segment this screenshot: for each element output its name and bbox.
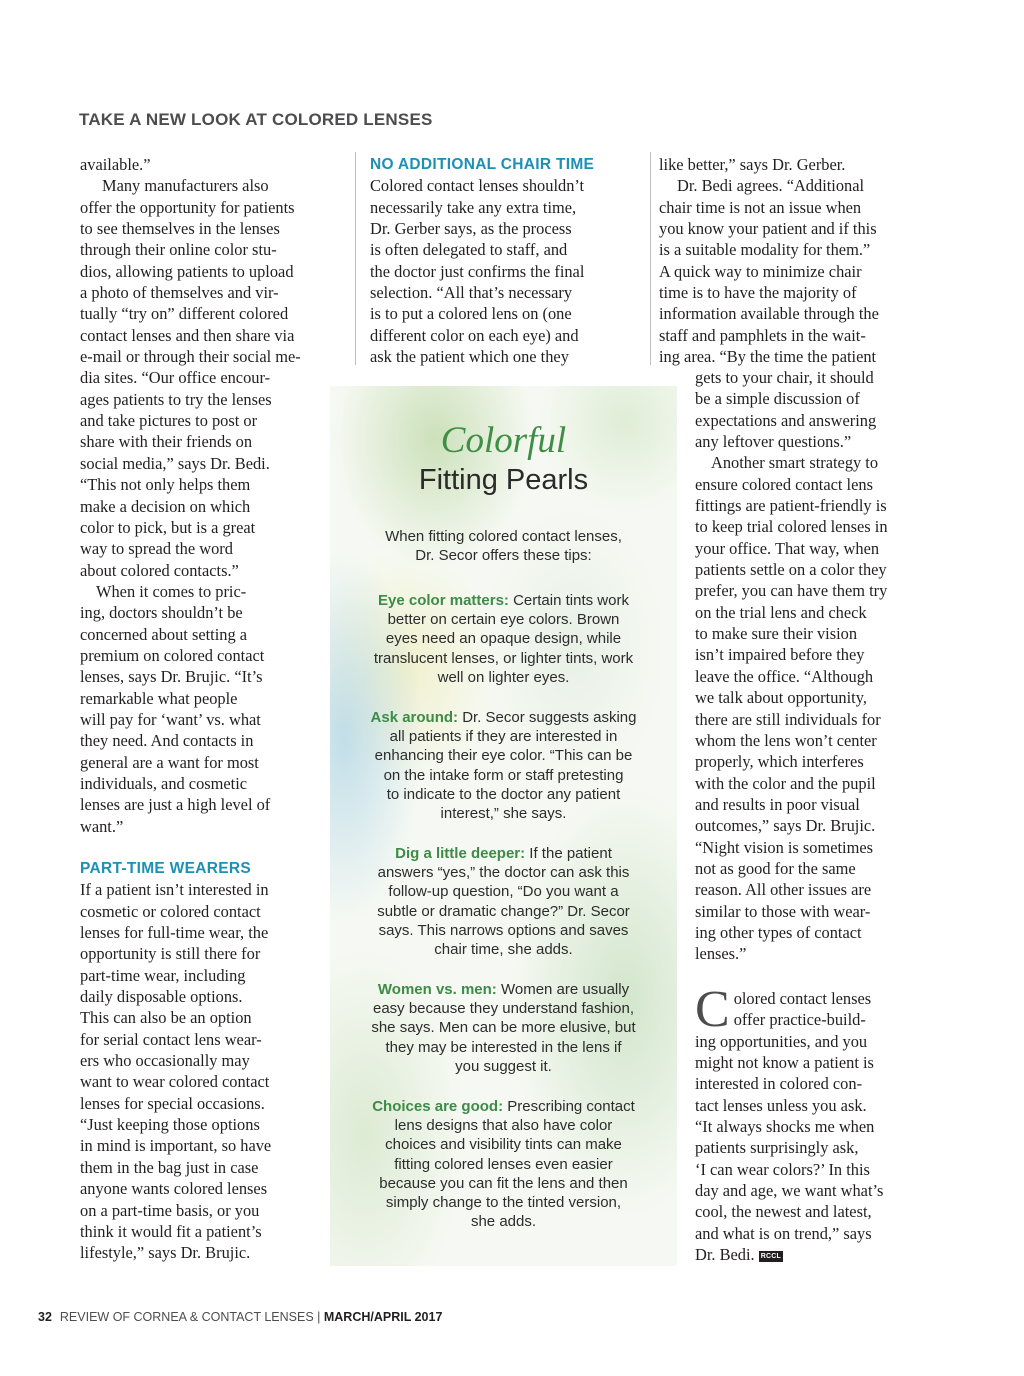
paragraph bbox=[80, 175, 342, 581]
text-line: lenses.” bbox=[695, 944, 747, 964]
last-line bbox=[695, 1244, 931, 1265]
text-line: color to pick, but is a great bbox=[80, 517, 256, 537]
tip-text: Dr. Secor suggests asking bbox=[458, 709, 637, 726]
tip-text-line: eyes need an opaque design, while bbox=[385, 630, 622, 648]
text-line: ers who occasionally may bbox=[80, 1051, 250, 1071]
text-line: like better,” says Dr. Gerber. bbox=[659, 155, 846, 174]
tip-text-line: she adds. bbox=[470, 1213, 537, 1231]
closing-text: Dr. Bedi. bbox=[695, 1245, 755, 1265]
text-line: isn’t impaired before they bbox=[695, 645, 865, 665]
text-line: interested in colored con- bbox=[695, 1074, 863, 1094]
text-line: reason. All other issues are bbox=[695, 880, 872, 900]
text-line: leave the office. “Although bbox=[695, 666, 874, 686]
issue-date: MARCH/APRIL 2017 bbox=[323, 1310, 443, 1324]
text-line: patients surprisingly ask, bbox=[695, 1138, 859, 1158]
text-line: e-mail or through their social me- bbox=[80, 347, 301, 367]
text-line: on the trial lens and check bbox=[695, 602, 867, 622]
text-line: ask the patient which one they bbox=[370, 347, 569, 367]
text-line: Colored contact lenses shouldn’t bbox=[370, 176, 585, 196]
paragraph bbox=[80, 879, 342, 1263]
text-line: might not know a patient is bbox=[695, 1053, 874, 1073]
text-line: lenses are just a high level of bbox=[80, 795, 271, 815]
text-line: to make sure their vision bbox=[695, 624, 858, 644]
page-number: 32 bbox=[38, 1310, 52, 1324]
publication-name: REVIEW OF CORNEA & CONTACT LENSES bbox=[59, 1310, 314, 1324]
text-line: concerned about setting a bbox=[80, 624, 248, 644]
text-line: in mind is important, so have bbox=[80, 1136, 272, 1156]
tip-text-line: you suggest it. bbox=[455, 1057, 552, 1075]
text-line: whom the lens won’t center bbox=[695, 730, 877, 750]
text-line: there are still individuals for bbox=[695, 709, 881, 729]
text-line: to see themselves in the lenses bbox=[80, 219, 280, 239]
text-line: premium on colored contact bbox=[80, 645, 265, 665]
sidebar-fitting-pearls bbox=[330, 386, 677, 1266]
text-line: general are a want for most bbox=[80, 752, 259, 772]
paragraph bbox=[695, 1031, 931, 1244]
text-line: When fitting colored contact lenses, bbox=[385, 528, 622, 545]
text-line: time is to have the majority of bbox=[659, 283, 857, 303]
text-line: is a suitable modality for them.” bbox=[659, 240, 871, 260]
footer-separator: | bbox=[313, 1310, 324, 1324]
text-line: dia sites. “Our office encour- bbox=[80, 368, 271, 388]
sidebar-intro bbox=[352, 527, 655, 565]
paragraph bbox=[695, 981, 931, 1038]
text-line: prefer, you can have them try bbox=[695, 581, 888, 601]
text-line: selection. “All that’s necessary bbox=[370, 283, 573, 303]
text-line: you know your patient and if this bbox=[659, 219, 877, 239]
text-line: offer the opportunity for patients bbox=[80, 197, 295, 217]
tip-text-line: to indicate to the doctor any patient bbox=[386, 785, 621, 803]
text-line: dios, allowing patients to upload bbox=[80, 261, 294, 281]
text-line: a photo of themselves and vir- bbox=[80, 283, 279, 303]
text-line: want to wear colored contact bbox=[80, 1072, 270, 1092]
text-line: with the color and the pupil bbox=[695, 773, 876, 793]
tip-label: Dig a little deeper: bbox=[395, 845, 526, 862]
text-line: “This not only helps them bbox=[80, 475, 251, 495]
text-line: your office. That way, when bbox=[695, 538, 880, 558]
text-line: we talk about opportunity, bbox=[695, 688, 867, 708]
tip-text-line: chair time, she adds. bbox=[434, 941, 573, 959]
text-line: This can also be an option bbox=[80, 1008, 252, 1028]
text-line: A quick way to minimize chair bbox=[659, 261, 862, 281]
text-line: they need. And contacts in bbox=[80, 731, 254, 751]
text-line: When it comes to pric- bbox=[96, 581, 247, 601]
text-line: chair time is not an issue when bbox=[659, 197, 862, 217]
text-line: anyone wants colored lenses bbox=[80, 1179, 268, 1199]
text-line: will pay for ‘want’ vs. what bbox=[80, 709, 261, 729]
tip-text-line: on the intake form or staff pretesting bbox=[383, 766, 624, 784]
text-line: patients settle on a color they bbox=[695, 560, 887, 580]
text-line: want.” bbox=[80, 816, 124, 836]
text-line: properly, which interferes bbox=[695, 752, 864, 772]
article-column-2 bbox=[370, 154, 640, 367]
text-line: cosmetic or colored contact bbox=[80, 901, 261, 921]
text-line: cool, the newest and latest, bbox=[695, 1202, 872, 1222]
tip-text-line: translucent lenses, or lighter tints, work bbox=[373, 649, 634, 667]
tip-text-line: well on lighter eyes. bbox=[437, 668, 570, 686]
text-line: contact lenses and then share via bbox=[80, 325, 295, 345]
text-line: the doctor just confirms the final bbox=[370, 261, 585, 281]
text-line: about colored contacts.” bbox=[80, 560, 239, 580]
tip-text-line: easy because they understand fashion, bbox=[372, 1000, 634, 1018]
text-line: similar to those with wear- bbox=[695, 901, 871, 921]
tip-first-line bbox=[346, 591, 661, 610]
text-line: gets to your chair, it should bbox=[695, 368, 874, 387]
tip-label: Choices are good: bbox=[372, 1098, 504, 1115]
paragraph bbox=[370, 175, 640, 367]
text-line: ing opportunities, and you bbox=[695, 1031, 868, 1051]
text-line: is to put a colored lens on (one bbox=[370, 304, 572, 324]
text-line: for serial contact lens wear- bbox=[80, 1029, 262, 1049]
text-line: Many manufacturers also bbox=[102, 176, 269, 196]
tip-text: Prescribing contact bbox=[503, 1098, 635, 1115]
tip-text-line: says. This narrows options and saves bbox=[378, 921, 629, 939]
text-line: Another smart strategy to bbox=[711, 453, 879, 473]
paragraph bbox=[695, 367, 931, 452]
column-divider bbox=[355, 152, 356, 365]
column-divider bbox=[650, 152, 651, 365]
text-line: day and age, we want what’s bbox=[695, 1181, 884, 1201]
text-line: think it would fit a patient’s bbox=[80, 1221, 262, 1241]
tip-text-line: answers “yes,” the doctor can ask this bbox=[377, 864, 630, 882]
text-line: ing, doctors shouldn’t be bbox=[80, 603, 243, 623]
text-line: fittings are patient-friendly is bbox=[695, 496, 887, 516]
text-line: tually “try on” different colored bbox=[80, 304, 289, 324]
text-line: staff and pamphlets in the wait- bbox=[659, 325, 866, 345]
text-line: remarkable what people bbox=[80, 688, 238, 708]
tip-text: Certain tints work bbox=[508, 592, 629, 609]
tip-first-line bbox=[346, 1097, 661, 1116]
text-line: daily disposable options. bbox=[80, 987, 243, 1007]
text-line: information available through the bbox=[659, 304, 879, 324]
text-line: If a patient isn’t interested in bbox=[80, 880, 269, 900]
text-line: different color on each eye) and bbox=[370, 325, 579, 345]
tip-text-line: follow-up question, “Do you want a bbox=[388, 883, 619, 901]
paragraph bbox=[695, 452, 931, 964]
tip-text: If the patient bbox=[525, 845, 612, 862]
text-line: ensure colored contact lens bbox=[695, 474, 873, 494]
text-line: outcomes,” says Dr. Brujic. bbox=[695, 816, 876, 836]
text-line: ing other types of contact bbox=[695, 922, 862, 942]
text-line: necessarily take any extra time, bbox=[370, 197, 577, 217]
text-line: be a simple discussion of bbox=[695, 389, 860, 409]
drop-cap: C bbox=[695, 981, 730, 1038]
text-line: them in the bag just in case bbox=[80, 1157, 259, 1177]
text-line: Dr. Bedi agrees. “Additional bbox=[677, 176, 865, 196]
text-line: “It always shocks me when bbox=[695, 1117, 875, 1137]
tip-item bbox=[346, 980, 661, 1076]
text-line: part-time wear, including bbox=[80, 965, 246, 985]
text-line: any leftover questions.” bbox=[695, 432, 852, 452]
text-line: “Just keeping those options bbox=[80, 1115, 260, 1135]
text-line: share with their friends on bbox=[80, 432, 253, 452]
tip-text-line: all patients if they are interested in bbox=[389, 728, 618, 746]
text-line: individuals, and cosmetic bbox=[80, 773, 248, 793]
text-line: lifestyle,” says Dr. Brujic. bbox=[80, 1243, 251, 1263]
text-line: and take pictures to post or bbox=[80, 411, 258, 431]
tip-text-line: interest,” she says. bbox=[440, 805, 567, 823]
text-line: tact lenses unless you ask. bbox=[695, 1095, 867, 1115]
sidebar-title: Fitting Pearls bbox=[418, 464, 589, 496]
text-line: available.” bbox=[80, 155, 151, 174]
text-line: is often delegated to staff, and bbox=[370, 240, 568, 260]
tip-first-line bbox=[346, 980, 661, 999]
text-line: through their online color stu- bbox=[80, 240, 277, 260]
tip-text-line: better on certain eye colors. Brown bbox=[387, 611, 620, 629]
tip-text-line: choices and visibility tints can make bbox=[385, 1136, 622, 1154]
tip-text-line: fitting colored lenses even easier bbox=[394, 1155, 613, 1173]
text-line: ‘I can wear colors?’ In this bbox=[695, 1159, 870, 1179]
text-line: not as good for the same bbox=[695, 858, 856, 878]
text-line: ing area. “By the time the patient bbox=[659, 347, 877, 367]
text-line: make a decision on which bbox=[80, 496, 251, 516]
sidebar-title-script: Colorful bbox=[440, 420, 567, 461]
tip-text: Women are usually bbox=[496, 981, 630, 998]
section-subhead: NO ADDITIONAL CHAIR TIME bbox=[370, 156, 595, 173]
text-line: Dr. Secor offers these tips: bbox=[415, 547, 592, 565]
text-line: ages patients to try the lenses bbox=[80, 389, 272, 409]
paragraph bbox=[659, 154, 931, 367]
tip-text-line: simply change to the tinted version, bbox=[385, 1194, 622, 1212]
tip-text-line: they may be interested in the lens if bbox=[385, 1038, 622, 1056]
tip-text-line: subtle or dramatic change?” Dr. Secor bbox=[377, 902, 630, 920]
tip-item bbox=[346, 844, 661, 959]
tip-first-line bbox=[346, 708, 661, 727]
article-column-3-bottom bbox=[695, 367, 931, 965]
page-footer bbox=[38, 1310, 442, 1324]
text-line: olored contact lenses bbox=[733, 989, 872, 1008]
rccl-end-mark-icon: RCCL bbox=[760, 1253, 781, 1261]
tip-text-line: she says. Men can be more elusive, but bbox=[371, 1019, 636, 1037]
tip-text-line: lens designs that also have color bbox=[394, 1117, 613, 1135]
text-line: to keep trial colored lenses in bbox=[695, 517, 888, 537]
text-line: opportunity is still there for bbox=[80, 944, 261, 964]
tip-label: Ask around: bbox=[370, 709, 459, 726]
tip-item bbox=[346, 591, 661, 687]
running-header: TAKE A NEW LOOK AT COLORED LENSES bbox=[79, 110, 433, 129]
tip-text-line: enhancing their eye color. “This can be bbox=[374, 747, 633, 765]
tip-item bbox=[346, 708, 661, 823]
text-line: lenses for full-time wear, the bbox=[80, 923, 269, 943]
section-subhead: PART-TIME WEARERS bbox=[80, 860, 252, 877]
text-line: social media,” says Dr. Bedi. bbox=[80, 453, 270, 473]
text-line: “Night vision is sometimes bbox=[695, 837, 874, 857]
article-column-1 bbox=[80, 154, 342, 1264]
tip-item bbox=[346, 1097, 661, 1231]
paragraph bbox=[80, 581, 342, 837]
text-line: on a part-time basis, or you bbox=[80, 1200, 260, 1220]
tip-label: Women vs. men: bbox=[377, 981, 497, 998]
text-line: lenses for special occasions. bbox=[80, 1093, 265, 1113]
text-line: lenses, says Dr. Brujic. “It’s bbox=[80, 667, 263, 687]
text-line: and what is on trend,” says bbox=[695, 1223, 872, 1243]
tip-text-line: because you can fit the lens and then bbox=[379, 1174, 628, 1192]
tip-first-line bbox=[346, 844, 661, 863]
text-line: Dr. Gerber says, as the process bbox=[370, 219, 572, 239]
article-column-3-top bbox=[659, 154, 931, 367]
closing-paragraph bbox=[695, 981, 931, 1265]
text-line: offer practice-build- bbox=[733, 1010, 866, 1030]
text-line: and results in poor visual bbox=[695, 794, 860, 814]
text-line: way to spread the word bbox=[80, 539, 233, 559]
text-line: expectations and answering bbox=[695, 410, 877, 430]
tip-label: Eye color matters: bbox=[378, 592, 509, 609]
paragraph bbox=[80, 154, 342, 175]
